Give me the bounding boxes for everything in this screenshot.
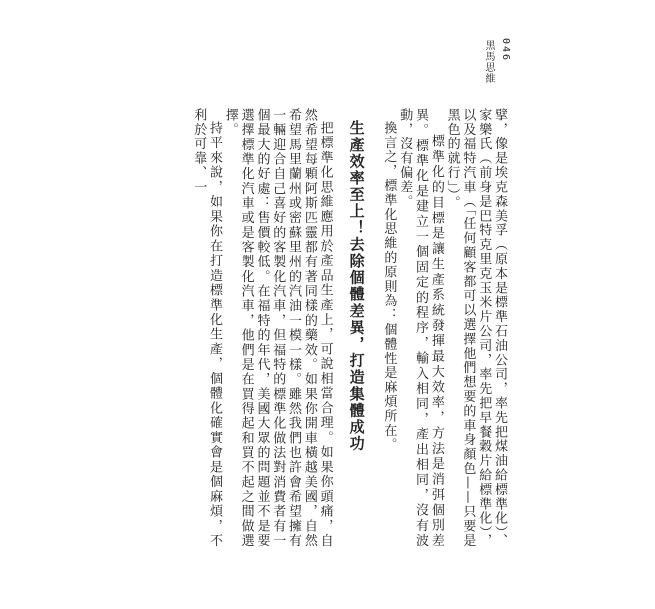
paragraph-4: 把標準化思維應用於產品生產上，可說相當合理。如果你頭痛，自然希望每顆阿斯匹靈都有著同樣的藥效。如果你開車橫越美國，自然希望馬里蘭州或密蘇里州的汽油一模一樣。雖然我們也許會希望擁有一輛迎合自己喜好的客製化汽車，但福特的標準化做法對消費者有一個最大的好處：售價較低。在福特的年代，美國大眾的問題並不是要選擇標準化汽車或是客製化汽車，他們是在買得起和買不起之間做選擇。 — [222, 108, 333, 548]
body-text — [190, 108, 507, 548]
paragraph-3: 換言之，標準化思維的原則為：個體性是麻煩所在。 — [381, 121, 397, 453]
paragraph-2: 標準化的目標是讓生產系統發揮最大效率，方法是消弭個別差異。標準化是建立一個固定的程序，輸入相同，產出相同，沒有波動，沒有偏差。 — [397, 108, 444, 548]
section-heading: 生產效率至上！去除個體差異，打造集體成功 — [347, 120, 366, 452]
page-number: 046 — [500, 38, 511, 63]
paragraph-1: 擘，像是埃克森美孚（原本是標準石油公司，率先把煤油給標準化）、家樂氏（前身是巴特克里克玉米片公司，率先把早餐穀片給標準化），以及福特汽車（「任何顧客都可以選擇他們想要的車身顏色——只要是黑色的就行」）。 — [444, 108, 507, 548]
paragraph-5: 持平來說，如果你在打造標準化生產，個體化確實會是個麻煩，不利於可靠、一 — [191, 108, 223, 548]
running-title: 黑馬思維 — [483, 40, 494, 84]
